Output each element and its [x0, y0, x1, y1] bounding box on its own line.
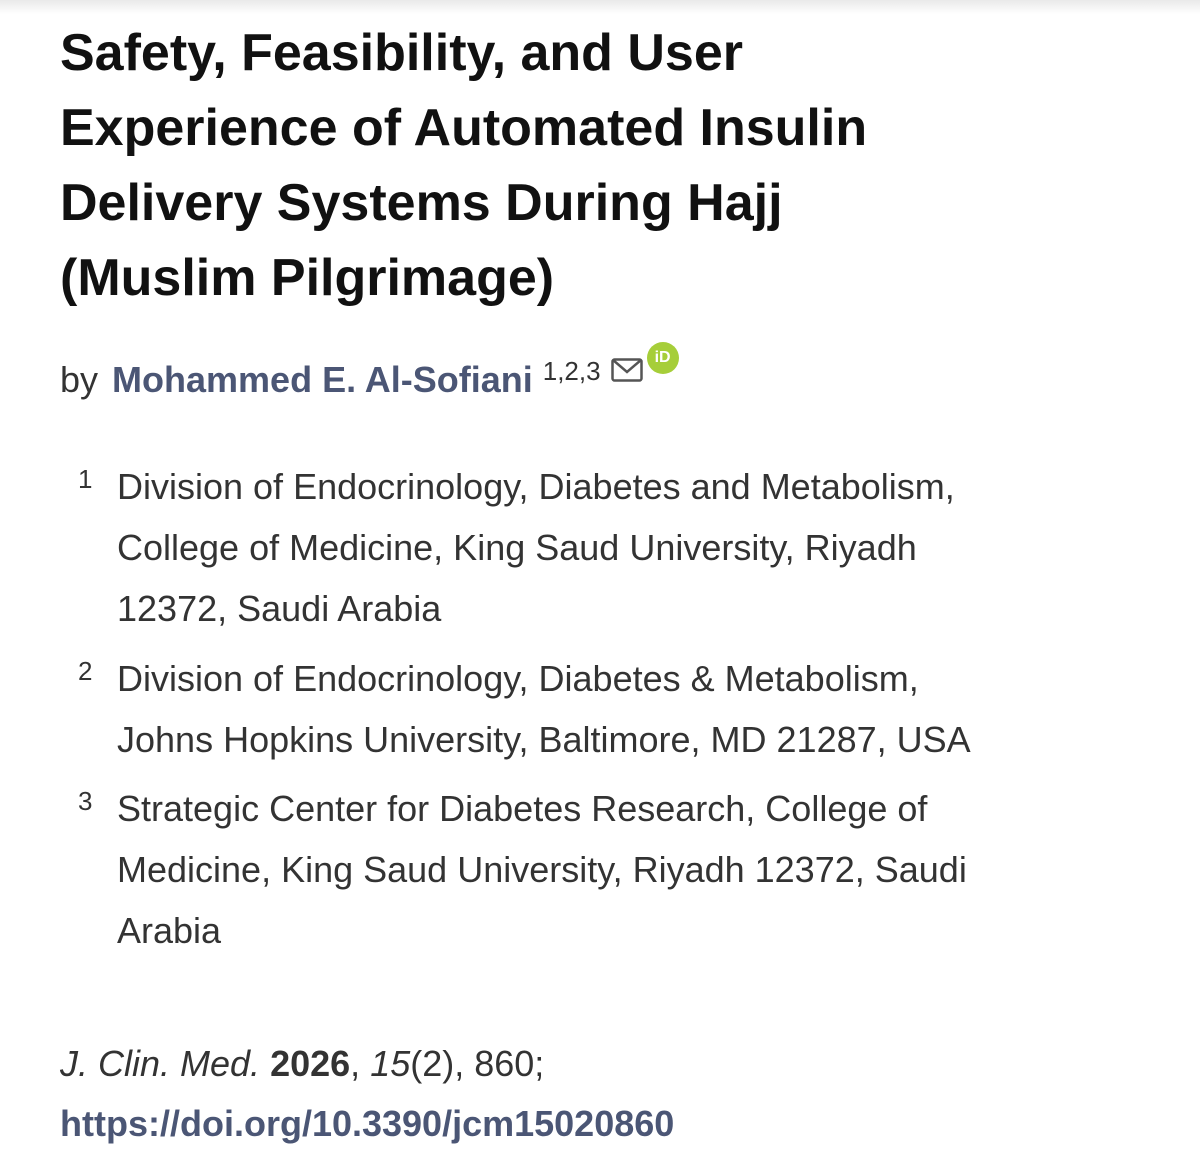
affiliation-line: College of Medicine, King Saud University, Riyadh: [117, 527, 917, 568]
title-line: Delivery Systems During Hajj: [60, 174, 783, 232]
byline-prefix: by: [60, 359, 99, 400]
byline: [60, 342, 1160, 398]
issue-pages: (2), 860;: [410, 1043, 545, 1084]
journal-volume: 15: [370, 1043, 411, 1084]
affiliation-number: 2: [78, 656, 93, 686]
affiliation-text: [117, 648, 1137, 770]
title-line: Experience of Automated Insulin: [60, 99, 868, 157]
affiliation-text: [117, 778, 1137, 961]
citation: J. Clin. Med. 2026, 15(2), 860;: [60, 1043, 545, 1084]
envelope-icon[interactable]: [611, 342, 643, 398]
article-title: [60, 16, 1170, 316]
orcid-icon[interactable]: [647, 342, 679, 374]
doi-link[interactable]: https://doi.org/10.3390/jcm15020860: [60, 1103, 675, 1144]
affiliation-line: Johns Hopkins University, Baltimore, MD 21287, USA: [117, 719, 971, 760]
affiliation-line: Medicine, King Saud University, Riyadh 12372, Saudi: [117, 849, 967, 890]
publication-year: 2026: [270, 1043, 351, 1084]
affiliation-line: Division of Endocrinology, Diabetes and Metabolism,: [117, 466, 955, 507]
affiliation-text: [117, 456, 1137, 639]
affiliation-line: 12372, Saudi Arabia: [117, 588, 442, 629]
affiliation-line: Strategic Center for Diabetes Research, College of: [117, 788, 928, 829]
title-line: Safety, Feasibility, and User: [60, 24, 743, 82]
orcid-label: iD: [654, 349, 671, 366]
affiliation-number: 1: [78, 464, 93, 494]
affiliation-number: 3: [78, 786, 93, 816]
author-link[interactable]: Mohammed E. Al-Sofiani: [112, 359, 533, 400]
title-line: (Muslim Pilgrimage): [60, 249, 555, 307]
journal-name: J. Clin. Med.: [60, 1043, 261, 1084]
affiliation-line: Division of Endocrinology, Diabetes & Metabolism,: [117, 658, 919, 699]
affiliation-line: Arabia: [117, 910, 222, 951]
author-affiliation-refs: 1,2,3: [542, 356, 601, 386]
top-shadow: [0, 0, 1200, 14]
